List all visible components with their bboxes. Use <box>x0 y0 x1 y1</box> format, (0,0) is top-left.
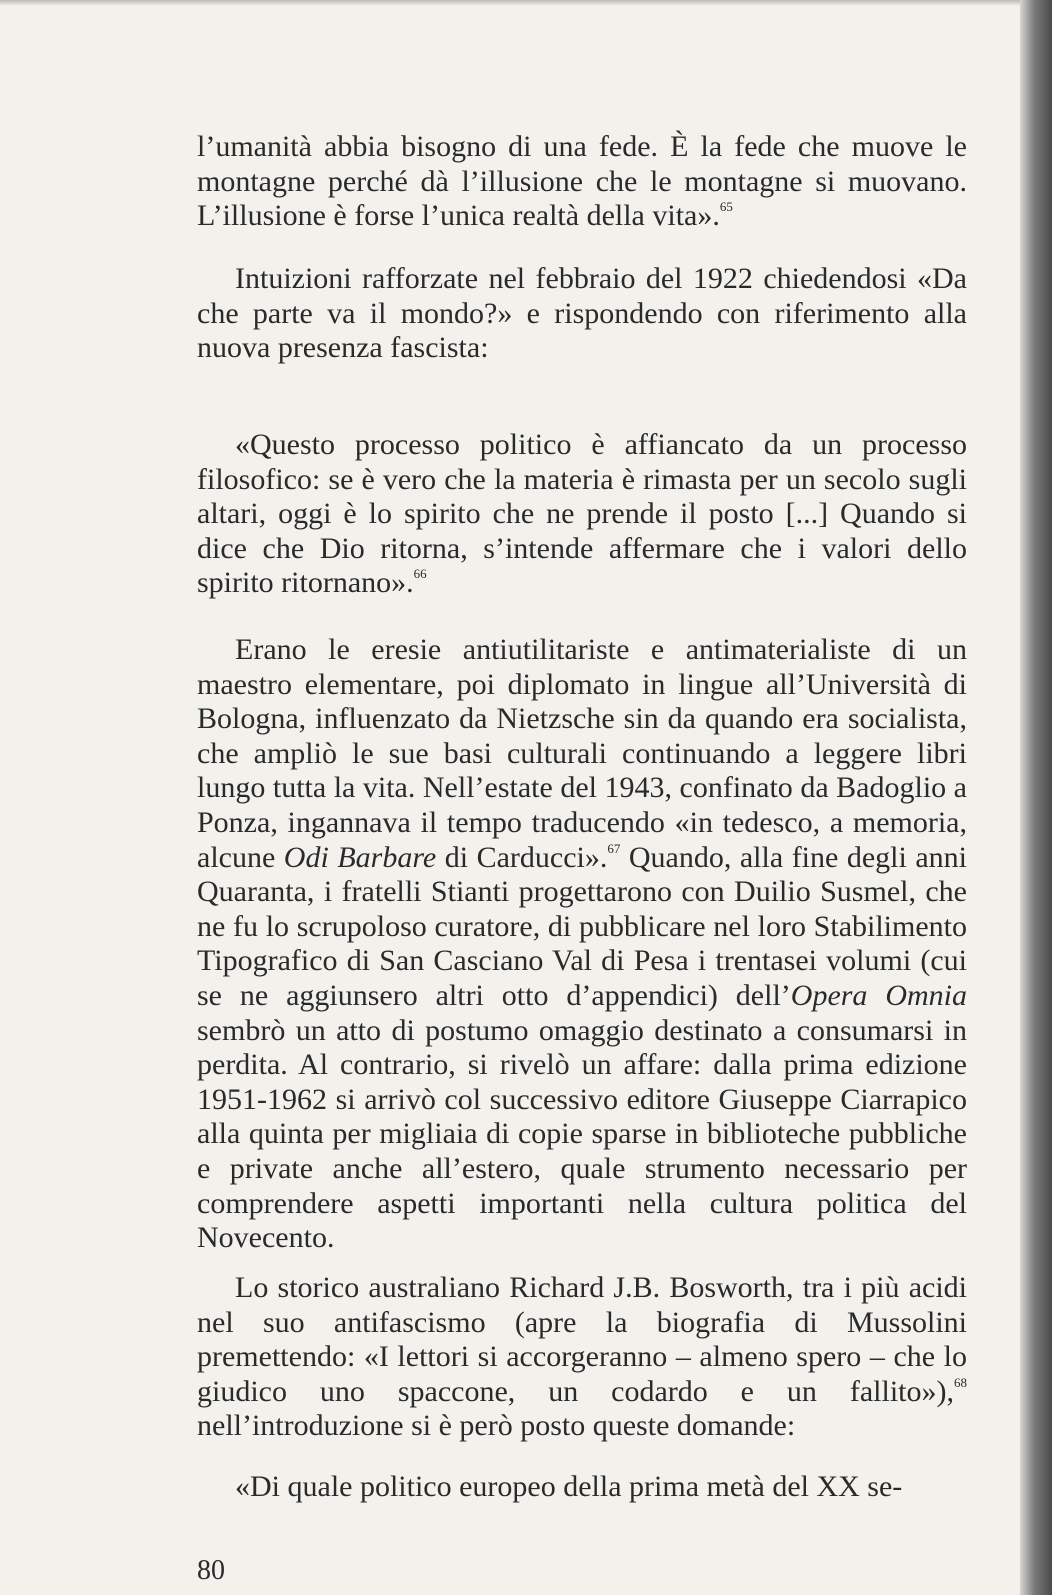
paragraph-text <box>197 262 967 366</box>
paragraph-text <box>197 1271 967 1444</box>
paragraph-intuizioni <box>197 262 967 366</box>
text-segment: Quando, alla fine degli anni Quaranta, i fratelli Stianti progettarono con Duilio Susmel, che ne fu lo scrupoloso curatore, di pubblicare nel loro Stabilimento Tipografico di San Casciano Val di Pesa i trentasei volumi (cui se ne aggiunsero altri otto d’appendici) dell’ <box>197 840 967 1012</box>
paragraph-text <box>197 428 967 601</box>
page-top-shadow <box>0 0 1052 6</box>
blockquote-processo-politico <box>197 428 967 601</box>
text-segment: l’umanità abbia bisogno di una fede. È la fede che muove le montagne perché dà l’illusione che le montagne si muovano. L’illusione è forse l’unica realtà della vita». <box>197 130 967 233</box>
footnote-ref: 68 <box>954 1374 967 1390</box>
book-page-edge <box>1020 0 1052 1595</box>
text-segment: sembrò un atto di postumo omaggio destinato a consumarsi in perdita. Al contrario, si rivelò un affare: dalla prima edizione 1951-1962 si arrivò col successivo editore Giuseppe Ciarrapico alla quinta per migliaia di copie sparse in biblioteche pubbliche e private anche all’estero, quale strumento necessario per comprendere aspetti importanti nella cultura politica del Novecento. <box>197 1013 967 1255</box>
footnote-ref: 66 <box>413 566 427 582</box>
paragraph-text <box>197 130 967 234</box>
text-segment: «Questo processo politico è affiancato da un processo filosofico: se è vero che la materia è rimasta per un secolo sugli altari, oggi è lo spirito che ne prende il posto [...] Quando si dice che Dio ritorna, s’intende affermare che i valori dello spirito ritornano». <box>197 428 967 600</box>
text-segment: nell’introduzione si è però posto queste domande: <box>197 1409 796 1443</box>
text-segment: Lo storico australiano Richard J.B. Bosworth, tra i più acidi nel suo antifascismo (apre la biografia di Mussolini premettendo: «I lettori si accorgeranno – almeno spero – che lo giudico uno spaccone, un codardo e un fallito»), <box>197 1271 967 1408</box>
footnote-ref: 65 <box>719 199 733 215</box>
text-segment: di Carducci». <box>436 840 608 874</box>
page-number: 80 <box>197 1555 225 1586</box>
paragraph-text <box>197 633 967 1256</box>
text-segment: Erano le eresie antiutilitariste e antimaterialiste di un maestro elementare, poi diplomato in lingue all’Università di Bologna, influenzato da Nietzsche sin da quando era socialista, che ampliò le sue basi culturali continuando a leggere libri lungo tutta la vita. Nell’estate del 1943, confinato da Badoglio a Ponza, ingannava il tempo traducendo «in tedesco, a memoria, alcune <box>197 633 967 874</box>
paragraph-bosworth <box>197 1271 967 1444</box>
paragraph-quote-continuation <box>197 130 967 234</box>
text-segment: «Di quale politico europeo della prima metà del XX se- <box>235 1470 903 1503</box>
book-title-italic: Opera Omnia <box>790 978 967 1012</box>
text-segment: Intuizioni rafforzate nel febbraio del 1922 chiedendosi «Da che parte va il mondo?» e rispondendo con riferimento alla nuova presenza fascista: <box>197 262 967 365</box>
book-title-italic: Odi Barbare <box>283 840 437 874</box>
blockquote-politico-europeo <box>197 1470 967 1505</box>
footnote-ref: 67 <box>607 840 621 856</box>
paragraph-eresie <box>197 633 967 1256</box>
paragraph-text <box>197 1470 967 1505</box>
